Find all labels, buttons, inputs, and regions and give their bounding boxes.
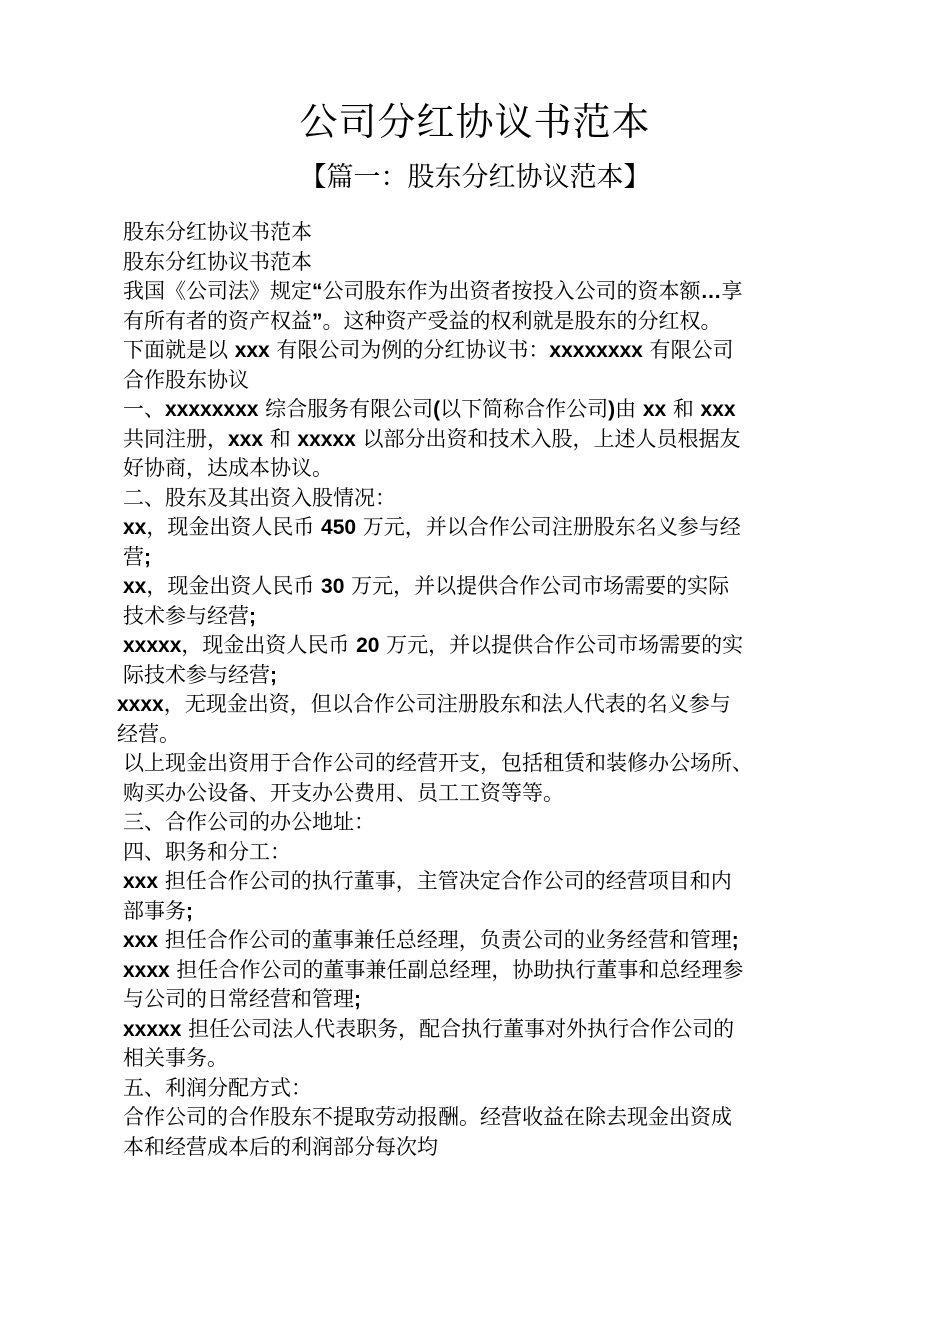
paragraph xyxy=(117,926,837,956)
paragraph-line: xxxx 担任合作公司的董事兼任副总经理，协助执行董事和总经理参 xyxy=(123,957,744,982)
paragraph xyxy=(117,513,837,572)
paragraph-line: xxxxx，现金出资人民币 20 万元，并以提供合作公司市场需要的实 xyxy=(123,633,744,657)
paragraph xyxy=(117,218,837,248)
paragraph xyxy=(117,395,837,484)
paragraph-line: 营; xyxy=(123,544,151,569)
paragraph xyxy=(117,808,837,838)
paragraph xyxy=(117,749,837,808)
paragraph xyxy=(117,690,837,749)
paragraph xyxy=(117,631,837,690)
paragraph-line: 经营。 xyxy=(117,721,180,746)
document-body xyxy=(117,218,837,1162)
paragraph xyxy=(117,336,837,395)
paragraph xyxy=(117,1074,837,1104)
paragraph-line: 际技术参与经营; xyxy=(123,662,277,687)
paragraph-line: 与公司的日常经营和管理; xyxy=(123,987,361,1011)
paragraph-line: 相关事务。 xyxy=(123,1046,228,1070)
document-title: 公司分红协议书范本 xyxy=(299,100,651,144)
paragraph-line: 有所有者的资产权益”。这种资产受益的权利就是股东的分红权。 xyxy=(123,308,722,333)
paragraph-line: 一、xxxxxxxx 综合服务有限公司(以下简称合作公司)由 xx 和 xxx xyxy=(123,397,736,421)
paragraph-line: 四、职务和分工： xyxy=(123,839,291,864)
paragraph xyxy=(117,277,837,336)
paragraph-line: 二、股东及其出资入股情况： xyxy=(123,485,396,510)
paragraph-line: 以上现金出资用于合作公司的经营开支，包括租赁和装修办公场所、 xyxy=(123,751,753,775)
paragraph-line: xx，现金出资人民币 450 万元，并以合作公司注册股东名义参与经 xyxy=(123,515,741,539)
paragraph xyxy=(117,484,837,514)
paragraph-line: 购买办公设备、开支办公费用、员工工资等等。 xyxy=(123,780,564,805)
paragraph-line: 好协商，达成本协议。 xyxy=(123,456,333,480)
paragraph-line: 合作公司的合作股东不提取劳动报酬。经营收益在除去现金出资成 xyxy=(123,1105,732,1129)
paragraph xyxy=(117,248,837,278)
paragraph-line: 部事务; xyxy=(123,898,193,923)
paragraph-line: xxx 担任合作公司的董事兼任总经理，负责公司的业务经营和管理; xyxy=(123,928,739,952)
paragraph xyxy=(117,956,837,1015)
paragraph-line: 下面就是以 xxx 有限公司为例的分红协议书：xxxxxxxx 有限公司 xyxy=(123,338,734,362)
paragraph xyxy=(117,1015,837,1074)
paragraph xyxy=(117,838,837,868)
paragraph-line: 我国《公司法》规定“公司股东作为出资者按投入公司的资本额…享 xyxy=(123,279,743,303)
paragraph xyxy=(117,867,837,926)
paragraph-line: 本和经营成本后的利润部分每次均 xyxy=(123,1134,438,1159)
paragraph-line: 股东分红协议书范本 xyxy=(123,220,312,244)
paragraph-line: 共同注册，xxx 和 xxxxx 以部分出资和技术入股，上述人员根据友 xyxy=(123,426,741,451)
paragraph-line: xxxx，无现金出资，但以合作公司注册股东和法人代表的名义参与 xyxy=(117,692,731,716)
paragraph-line: xxxxx 担任公司法人代表职务，配合执行董事对外执行合作公司的 xyxy=(123,1016,735,1041)
paragraph xyxy=(117,572,837,631)
document-subtitle: 【篇一：股东分红协议范本】 xyxy=(299,162,651,193)
paragraph xyxy=(117,1103,837,1162)
paragraph-line: 五、利润分配方式： xyxy=(123,1075,312,1100)
paragraph-line: 三、合作公司的办公地址： xyxy=(123,810,375,834)
paragraph-line: 技术参与经营; xyxy=(123,603,256,628)
paragraph-line: xx，现金出资人民币 30 万元，并以提供合作公司市场需要的实际 xyxy=(123,574,730,598)
paragraph-line: xxx 担任合作公司的执行董事，主管决定合作公司的经营项目和内 xyxy=(123,869,732,893)
paragraph-line: 股东分红协议书范本 xyxy=(123,249,312,274)
paragraph-line: 合作股东协议 xyxy=(123,367,249,392)
